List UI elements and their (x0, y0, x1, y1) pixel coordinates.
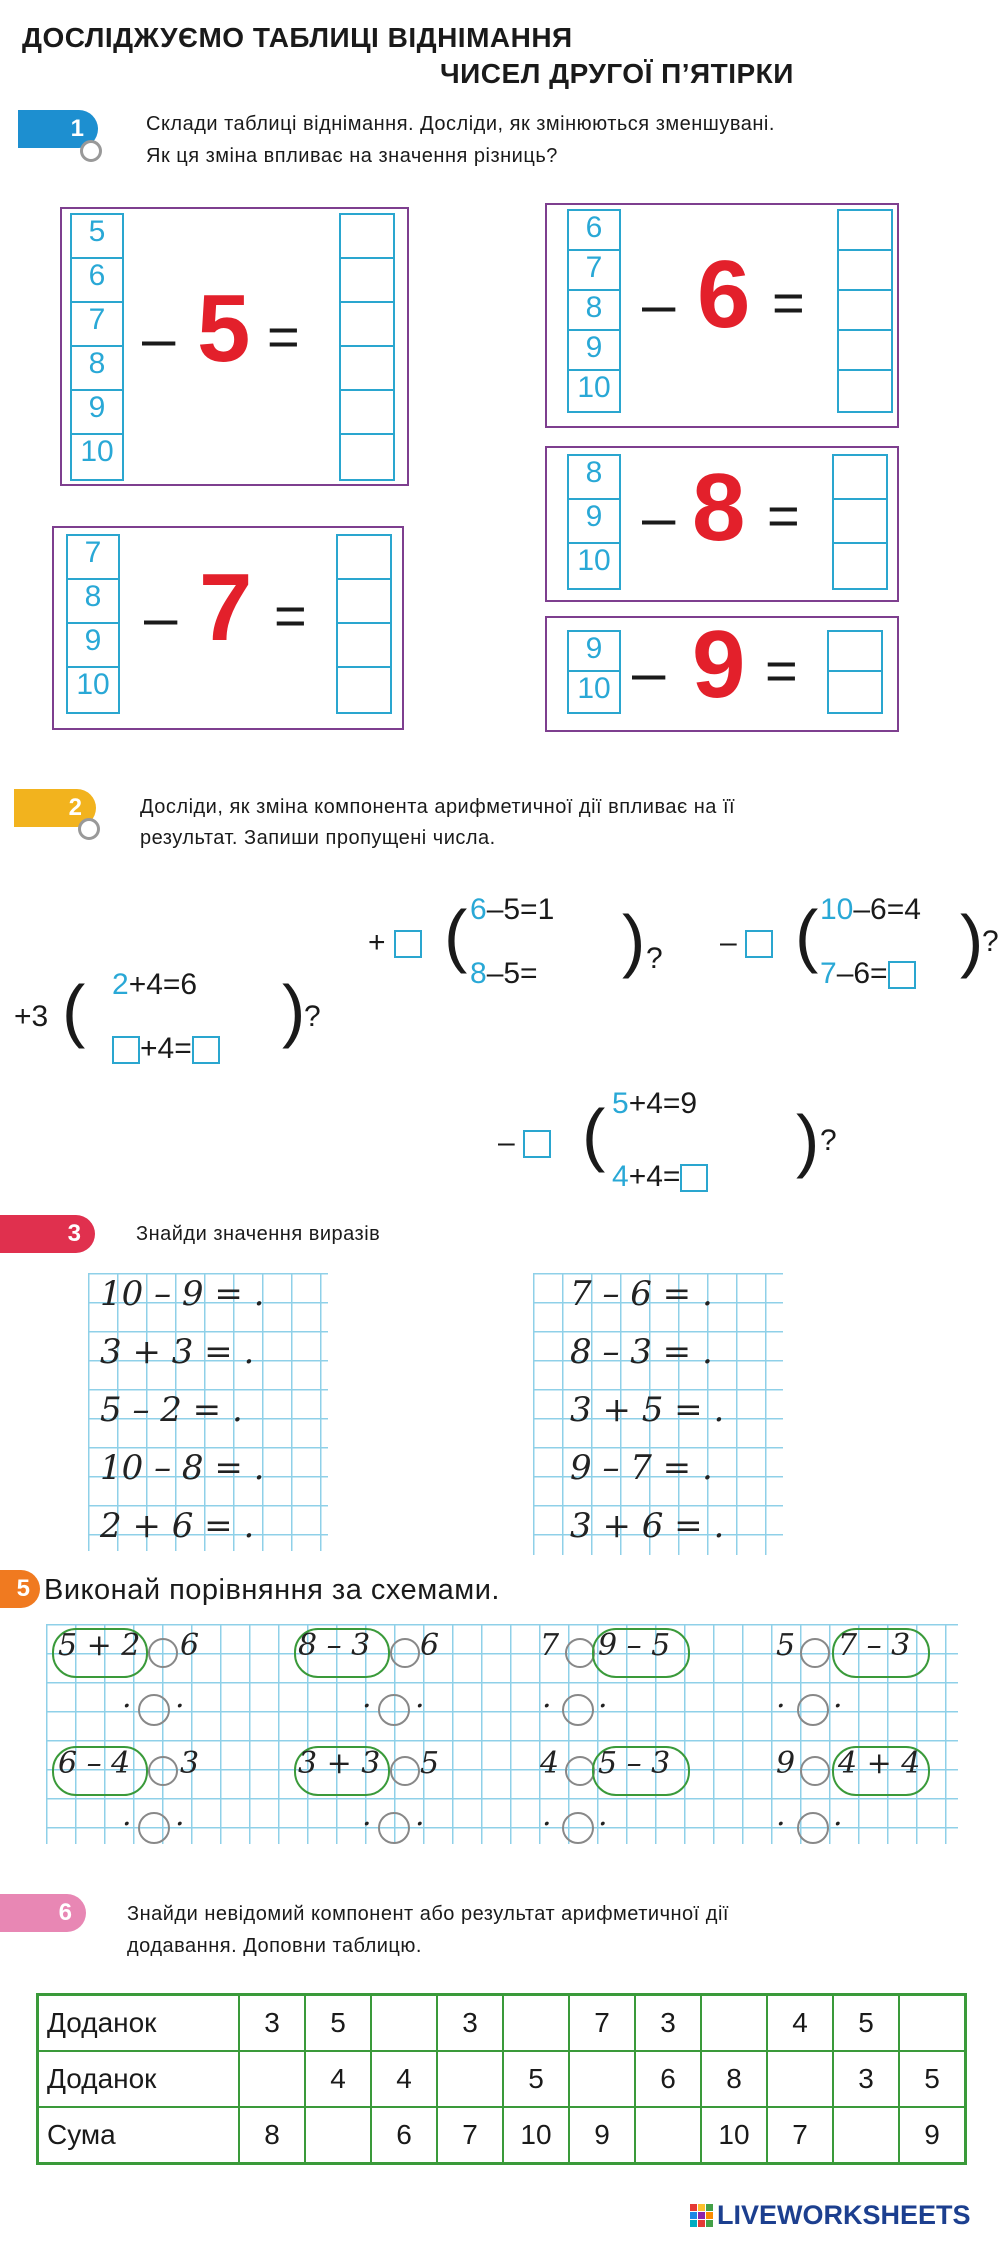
table-cell: 3 (239, 1995, 305, 2052)
ex2c-line1: 10–6=4 (820, 893, 921, 926)
exercise-2-number: 2 (68, 794, 82, 821)
table-cell: 6 (371, 2107, 437, 2164)
table-cell: 4 (371, 2051, 437, 2107)
ex2b-line2: 8–5= (470, 957, 538, 990)
minuend-cell: 8 (569, 291, 619, 331)
compare-number: 6 (420, 1628, 440, 1663)
minuend-cell: 6 (72, 259, 122, 303)
result-dot: . (542, 1798, 552, 1833)
exercise-1-text-line2: Як ця зміна впливає на значення різниць? (146, 145, 558, 167)
table-cell[interactable] (371, 1995, 437, 2052)
result-dot: . (598, 1798, 608, 1833)
minuend-cell: 8 (72, 347, 122, 391)
minuend-cell: 9 (569, 331, 619, 371)
table-cell[interactable] (305, 2107, 371, 2164)
ex2a-line2: +4= (112, 1032, 220, 1066)
minuend-column (567, 454, 621, 590)
exercise-3-badge (0, 1215, 95, 1253)
table-cell[interactable] (239, 2051, 305, 2107)
table-cell[interactable] (767, 2051, 833, 2107)
table-cell: 10 (503, 2107, 569, 2164)
minuend-cell: 10 (80, 435, 114, 468)
ex3-expression: 9 – 7 = . (570, 1448, 713, 1488)
answer-input[interactable] (341, 347, 393, 391)
answer-input[interactable] (839, 211, 891, 251)
ex2d-close-bracket: ) (796, 1101, 820, 1179)
answer-input[interactable] (839, 371, 891, 411)
table-cell: 5 (503, 2051, 569, 2107)
ex3-expression: 5 – 2 = . (100, 1390, 243, 1430)
minuend-cell: 9 (569, 632, 619, 672)
table-cell: 5 (305, 1995, 371, 2052)
answer-circle[interactable] (797, 1694, 829, 1726)
comparison-circle[interactable] (390, 1756, 420, 1786)
exercise-2-text-line2: результат. Запиши пропущені числа. (140, 827, 496, 849)
exercise-5-number: 5 (16, 1575, 30, 1602)
table-cell[interactable] (437, 2051, 503, 2107)
compare-number: 4 (540, 1746, 560, 1781)
ex3-expression: 3 + 5 = . (570, 1390, 725, 1430)
table-cell[interactable] (503, 1995, 569, 2052)
minuend-cell: 8 (569, 456, 619, 500)
result-dot: . (415, 1680, 425, 1715)
answer-input[interactable] (341, 391, 393, 435)
answer-column (336, 534, 392, 714)
table-cell[interactable] (833, 2107, 899, 2164)
subtraction-table-8 (545, 446, 899, 602)
answer-input[interactable] (888, 961, 916, 989)
oval-expression: 8 – 3 (298, 1628, 371, 1663)
result-dot: . (776, 1680, 786, 1715)
ex2c-prefix: – (720, 926, 773, 960)
table-cell: 7 (767, 2107, 833, 2164)
compare-number: 5 (776, 1628, 796, 1663)
oval-expression: 7 – 3 (838, 1628, 911, 1663)
result-dot: . (175, 1680, 185, 1715)
minuend-cell: 7 (569, 251, 619, 291)
page-title-line2: ЧИСЕЛ ДРУГОЇ П’ЯТІРКИ (440, 58, 794, 89)
minuend-cell: 6 (569, 211, 619, 251)
page-title-line1: ДОСЛІДЖУЄМО ТАБЛИЦІ ВІДНІМАННЯ (22, 22, 573, 53)
minuend-cell: 10 (577, 544, 611, 577)
row-label: Доданок (38, 2051, 240, 2107)
answer-input[interactable] (829, 672, 881, 712)
answer-circle[interactable] (138, 1694, 170, 1726)
subtrahend: 7 (199, 554, 253, 661)
oval-expression: 5 + 2 (58, 1628, 141, 1663)
minuend-cell: 7 (72, 303, 122, 347)
table-cell: 4 (305, 2051, 371, 2107)
minuend-cell: 9 (72, 391, 122, 435)
compare-number: 5 (420, 1746, 440, 1781)
ex2c-line2: 7–6= (820, 957, 916, 991)
answer-column (339, 213, 395, 481)
answer-input[interactable] (338, 624, 390, 668)
answer-input[interactable] (834, 500, 886, 544)
ex2c-close-bracket: ) (960, 901, 984, 979)
table-cell: 5 (833, 1995, 899, 2052)
answer-input[interactable] (839, 291, 891, 331)
table-cell: 10 (701, 2107, 767, 2164)
answer-input[interactable] (341, 435, 393, 479)
table-cell: 3 (635, 1995, 701, 2052)
oval-expression: 3 + 3 (298, 1746, 381, 1781)
result-dot: . (542, 1680, 552, 1715)
answer-circle[interactable] (797, 1812, 829, 1844)
table-row (38, 2051, 966, 2107)
ex2b-close-bracket: ) (622, 901, 646, 979)
exercise-6-badge (0, 1894, 86, 1932)
answer-input[interactable] (745, 930, 773, 958)
equals-sign: = (267, 305, 300, 368)
exercise-3-text: Знайди значення виразів (136, 1223, 381, 1245)
minuend-cell: 10 (577, 672, 611, 705)
table-cell[interactable] (635, 2107, 701, 2164)
oval-expression: 5 – 3 (598, 1746, 671, 1781)
ex2a-question: ? (304, 1000, 321, 1033)
compare-number: 6 (180, 1628, 200, 1663)
answer-circle[interactable] (138, 1812, 170, 1844)
answer-column (832, 454, 888, 590)
minus-sign: – (142, 305, 176, 372)
table-row (38, 1995, 966, 2052)
comparison-circle[interactable] (565, 1756, 595, 1786)
comparison-circle[interactable] (800, 1638, 830, 1668)
magnifier-icon (80, 140, 102, 162)
table-cell: 3 (437, 1995, 503, 2052)
exercise-3-number: 3 (67, 1220, 81, 1247)
table-cell[interactable] (701, 1995, 767, 2052)
table-cell: 9 (569, 2107, 635, 2164)
answer-input[interactable] (341, 303, 393, 347)
compare-number: 7 (540, 1628, 560, 1663)
equals-sign: = (274, 584, 307, 647)
ex3-expression: 2 + 6 = . (100, 1506, 255, 1546)
subtrahend: 8 (692, 454, 746, 561)
comparison-circle[interactable] (800, 1756, 830, 1786)
minuend-cell: 8 (68, 580, 118, 624)
table-row (38, 2107, 966, 2164)
oval-expression: 6 – 4 (58, 1746, 131, 1781)
answer-input[interactable] (394, 930, 422, 958)
answer-input[interactable] (839, 251, 891, 291)
ex2c-question: ? (982, 925, 999, 958)
result-dot: . (833, 1798, 843, 1833)
answer-input[interactable] (341, 259, 393, 303)
answer-input[interactable] (829, 632, 881, 672)
subtrahend: 9 (692, 611, 746, 718)
table-cell: 8 (701, 2051, 767, 2107)
ex2d-question: ? (820, 1124, 837, 1157)
ex2c-open-bracket: ( (795, 896, 819, 974)
ex2d-prefix: – (498, 1126, 551, 1160)
exercise-6-text-line1: Знайди невідомий компонент або результат арифметичної дії (127, 1903, 729, 1925)
table-cell: 8 (239, 2107, 305, 2164)
answer-input[interactable] (338, 668, 390, 712)
answer-input[interactable] (834, 456, 886, 500)
exercise-5-text: Виконай порівняння за схемами. (44, 1574, 500, 1606)
magnifier-icon (78, 818, 100, 840)
compare-number: 9 (776, 1746, 796, 1781)
logo-icon (690, 2204, 713, 2227)
answer-input[interactable] (680, 1164, 708, 1192)
exercise-6-text-line2: додавання. Доповни таблицю. (127, 1935, 422, 1957)
exercise-2-text-line1: Досліди, як зміна компонента арифметичної дії впливає на її (140, 796, 736, 818)
minuend-column (66, 534, 120, 714)
result-dot: . (415, 1798, 425, 1833)
minuend-cell: 7 (68, 536, 118, 580)
answer-input[interactable] (112, 1036, 140, 1064)
minuend-column (567, 630, 621, 714)
answer-input[interactable] (338, 580, 390, 624)
answer-input[interactable] (338, 536, 390, 580)
oval-expression: 4 + 4 (838, 1746, 921, 1781)
equals-sign: = (765, 639, 798, 702)
row-label: Сума (38, 2107, 240, 2164)
logo-text: LIVEWORKSHEETS (717, 2200, 971, 2230)
ex2b-open-bracket: ( (444, 896, 468, 974)
ex2a-open-bracket: ( (62, 971, 86, 1049)
minus-sign: – (642, 271, 676, 338)
answer-input[interactable] (839, 331, 891, 371)
result-dot: . (776, 1798, 786, 1833)
comparison-circle[interactable] (390, 1638, 420, 1668)
oval-expression: 9 – 5 (598, 1628, 671, 1663)
minuend-column (70, 213, 124, 481)
result-dot: . (122, 1798, 132, 1833)
table-cell[interactable] (569, 2051, 635, 2107)
result-dot: . (598, 1680, 608, 1715)
exercise-1-number: 1 (70, 115, 84, 142)
subtraction-table-7 (52, 526, 404, 730)
answer-circle[interactable] (562, 1694, 594, 1726)
answer-circle[interactable] (378, 1694, 410, 1726)
table-cell: 6 (635, 2051, 701, 2107)
result-dot: . (122, 1680, 132, 1715)
equals-sign: = (767, 484, 800, 547)
ex2b-line1: 6–5=1 (470, 893, 555, 926)
ex3-expression: 10 – 9 = . (100, 1274, 265, 1314)
comparison-circle[interactable] (565, 1638, 595, 1668)
ex3-expression: 8 – 3 = . (570, 1332, 713, 1372)
minus-sign: – (632, 639, 666, 706)
result-dot: . (175, 1798, 185, 1833)
ex3-expression: 10 – 8 = . (100, 1448, 265, 1488)
ex2b-prefix: + (368, 926, 422, 960)
answer-input[interactable] (341, 215, 393, 259)
table-cell: 7 (437, 2107, 503, 2164)
subtraction-table-9 (545, 611, 899, 732)
ex3-expression: 3 + 6 = . (570, 1506, 725, 1546)
exercise-5-badge (0, 1570, 40, 1608)
table-cell: 5 (899, 2051, 966, 2107)
table-cell: 4 (767, 1995, 833, 2052)
ex2b-question: ? (646, 942, 663, 975)
subtrahend: 5 (197, 275, 251, 382)
answer-input[interactable] (523, 1130, 551, 1158)
minuend-cell: 10 (76, 668, 110, 701)
minuend-cell: 9 (569, 500, 619, 544)
table-cell: 9 (899, 2107, 966, 2164)
subtrahend: 6 (697, 241, 751, 348)
answer-column (837, 209, 893, 413)
table-cell[interactable] (899, 1995, 966, 2052)
exercise-6-number: 6 (58, 1899, 72, 1926)
comparison-circle[interactable] (148, 1756, 178, 1786)
exercise-1-text-line1: Склади таблиці віднімання. Досліди, як змінюються зменшувані. (146, 113, 775, 135)
answer-column (827, 630, 883, 714)
answer-input[interactable] (192, 1036, 220, 1064)
ex2d-line2: 4+4= (612, 1160, 708, 1194)
ex2a-prefix: +3 (14, 1000, 49, 1033)
comparison-circle[interactable] (148, 1638, 178, 1668)
minus-sign: – (144, 584, 178, 651)
ex3-expression: 3 + 3 = . (100, 1332, 255, 1372)
subtraction-table-5 (60, 207, 409, 486)
minuend-column (567, 209, 621, 413)
addition-table (36, 1993, 967, 2165)
row-label: Доданок (38, 1995, 240, 2052)
minuend-cell: 5 (72, 215, 122, 259)
equals-sign: = (772, 271, 805, 334)
subtraction-table-6 (545, 203, 899, 428)
result-dot: . (362, 1798, 372, 1833)
ex2d-line1: 5+4=9 (612, 1087, 698, 1120)
answer-circle[interactable] (562, 1812, 594, 1844)
compare-number: 3 (180, 1746, 200, 1781)
liveworksheets-logo (690, 2200, 971, 2231)
ex2a-close-bracket: ) (282, 971, 306, 1049)
ex3-expression: 7 – 6 = . (570, 1274, 713, 1314)
result-dot: . (362, 1680, 372, 1715)
minuend-cell: 9 (68, 624, 118, 668)
minuend-cell: 10 (577, 371, 611, 404)
ex2d-open-bracket: ( (582, 1095, 606, 1173)
result-dot: . (833, 1680, 843, 1715)
minus-sign: – (642, 484, 676, 551)
answer-circle[interactable] (378, 1812, 410, 1844)
answer-input[interactable] (834, 544, 886, 588)
table-cell: 7 (569, 1995, 635, 2052)
ex2a-line1: 2+4=6 (112, 968, 198, 1001)
table-cell: 3 (833, 2051, 899, 2107)
